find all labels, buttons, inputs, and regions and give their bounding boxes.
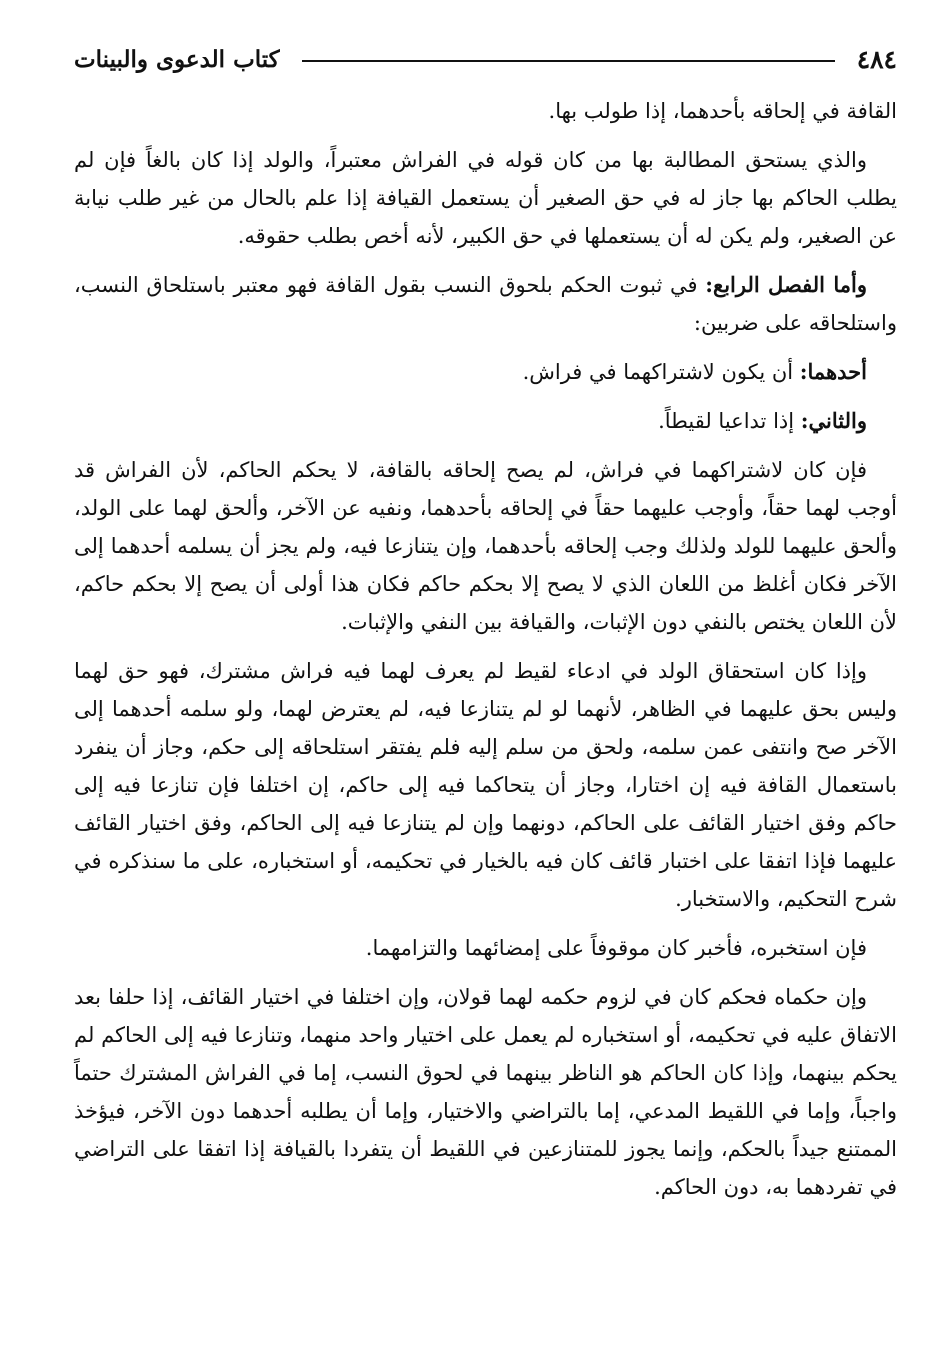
paragraph-text: القافة في إلحاقه بأحدهما، إذا طولب بها. (548, 99, 897, 123)
page-body (74, 92, 897, 1206)
paragraph (74, 652, 897, 918)
paragraph-lead: وأما الفصل الرابع: (705, 272, 867, 297)
page-header (74, 34, 897, 84)
book-title: كتاب الدعوى والبينات (74, 45, 280, 73)
paragraph-text: وإن حكماه فحكم كان في لزوم حكمه لهما قولان، وإن اختلفا في اختيار القائف، إذا حلفا بعد الاتفاق عليه في تحكيمه، أو استخباره لم يعمل على اختيار واحد منهما، وتنازعا فيه إلى الحاكم لم يحكم بينهما، وإذا كان الحاكم هو الناظر بينهما في لحوق النسب، إما في الفراش المشترك حتماً واجباً، وإما في اللقيط المدعي، إما بالتراضي والاختيار، وإما أن يطلبه أحدهما دون الآخر، فيؤخذ الممتنع جيداً بالحكم، وإنما يجوز للمتنازعين في اللقيط أن يتفردا بالقيافة إذا اتفقا على التراضي في تفردهما به، دون الحاكم. (74, 985, 897, 1199)
paragraph-text: وإذا كان استحقاق الولد في ادعاء لقيط لم يعرف لهما فيه فراش مشترك، فهو حق لهما وليس بحق عليهما في الظاهر، لأنهما لو لم يتنازعا فيه، لم يعترض لهما، ولو سلمه أحدهما إلى الآخر صح وانتفى عمن سلمه، ولحق من سلم إليه فلم يفتقر استلحاقه إلى حكم، وجاز أن ينفرد باستعمال القافة فيه إن اختارا، وجاز أن يتحاكما فيه إلى حاكم، إن اختلفا فإن تنازعا فيه إلى حاكم وفق اختيار القائف على الحاكم، دونهما وإن لم يتنازعا فيه إلى الحاكم، وفق اختيار القائف عليهما فإذا اتفقا على اختبار قائف كان فيه بالخيار في تحكيمه، أو استخباره، على ما سنذكره في شرح التحكيم، والاستخبار. (74, 659, 897, 911)
paragraph-text: أن يكون لاشتراكهما في فراش. (522, 360, 800, 384)
paragraph-text: فإن استخبره، فأخبر كان موقوفاً على إمضائهما والتزامهما. (365, 936, 867, 960)
paragraph-text: في ثبوت الحكم بلحوق النسب بقول القافة فهو معتبر باستلحاق النسب، واستلحاقه على ضربين: (74, 273, 897, 335)
paragraph (74, 266, 897, 342)
paragraph (74, 929, 897, 967)
paragraph-text: والذي يستحق المطالبة بها من كان قوله في الفراش معتبراً، والولد إذا كان بالغاً فإن لم يطلب الحاكم بها جاز له في حق الصغير أن يستعمل القيافة إذا علم بالحال من غير طلب نيابة عن الصغير، ولم يكن له أن يستعملها في حق الكبير، لأنه أخص بطلب حقوقه. (74, 148, 897, 248)
paragraph (74, 92, 897, 130)
header-rule (302, 60, 835, 62)
paragraph-text: فإن كان لاشتراكهما في فراش، لم يصح إلحاقه بالقافة، لا يحكم الحاكم، لأن الفراش قد أوجب لهما حقاً، وأوجب عليهما حقاً في إلحاقه بأحدهما، ونفيه عن الآخر، وألحق لهما على الولد، وألحق عليهما للولد ولذلك وجب إلحاقه بأحدهما، وإن يتنازعا فيه، ولم يجز أن يسلمه أحدهما إلى الآخر فكان أغلظ من اللعان الذي لا يصح إلا بحكم حاكم فكان هذا أولى أن يصح إلا بحكم حاكم، لأن اللعان يختص بالنفي دون الإثبات، والقيافة بين النفي والإثبات. (74, 458, 897, 634)
paragraph (74, 402, 897, 440)
paragraph (74, 353, 897, 391)
paragraph-lead: والثاني: (800, 408, 867, 433)
paragraph (74, 451, 897, 641)
paragraph (74, 141, 897, 255)
paragraph-text: إذا تداعيا لقيطاً. (658, 409, 801, 433)
page-number: ٤٨٤ (856, 44, 897, 74)
paragraph (74, 978, 897, 1206)
paragraph-lead: أحدهما: (799, 359, 867, 384)
